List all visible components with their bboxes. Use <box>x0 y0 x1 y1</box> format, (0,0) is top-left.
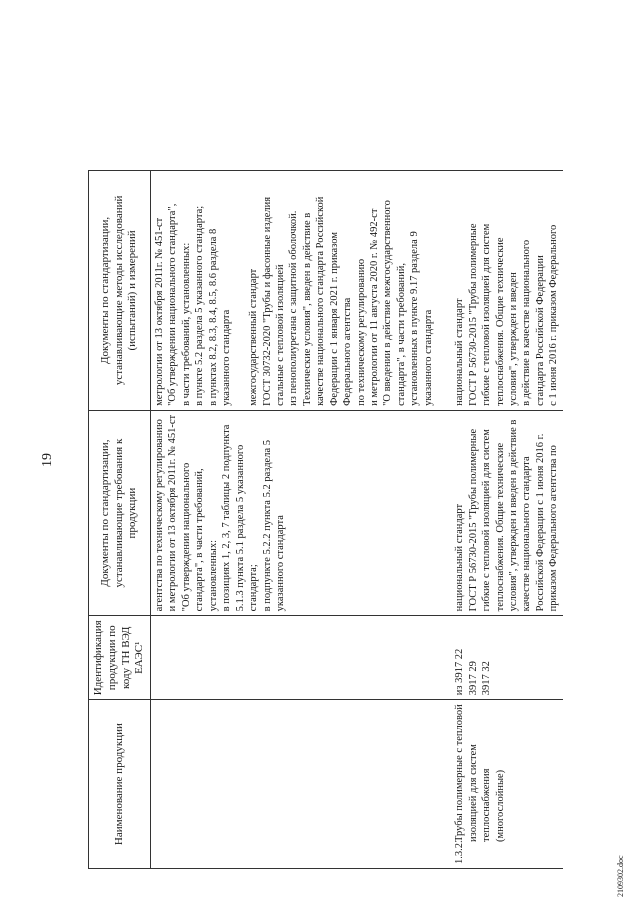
text-line: "О введении в действие межгосударственного <box>382 200 394 406</box>
text-line: стальные с тепловой изоляцией <box>274 264 286 406</box>
cell-methods-docs <box>437 170 563 410</box>
text-line: (многослойные) <box>494 769 506 842</box>
header-methods-docs: Документы по стандартизации, устанавливающие методы исследований (испытаний) и измерений <box>89 170 151 410</box>
text-line: Федерального агентства <box>342 297 354 406</box>
table-row-continued <box>151 170 438 868</box>
text-line: в позициях 1, 2, 3, 7 таблицы 2 подпункта <box>221 424 233 612</box>
cell-name-empty <box>151 700 438 869</box>
text-line: Технические условия", введен в действие в <box>301 212 313 406</box>
text-line <box>234 175 247 406</box>
cell-requirements-continued <box>151 410 438 615</box>
text-line: условия", утвержден и введен <box>507 272 519 406</box>
text-line: метрологии от 13 октября 2011г. № 451-ст <box>154 217 165 406</box>
text-line: в подпункте 5.2.2 пункта 5.2 раздела 5 <box>261 440 273 612</box>
text-line: приказом Федерального агентства по <box>548 445 560 612</box>
text-line: указанного стандарта <box>221 309 233 406</box>
text-line: в части требований, установленных: <box>180 242 192 406</box>
page-number: 19 <box>40 453 55 467</box>
text-line: 5.1.3 пункта 5.1 раздела 5 указанного <box>234 444 246 612</box>
text-line: гибкие с тепловой изоляцией для систем <box>481 223 493 406</box>
table-header-row <box>89 170 151 868</box>
text-line: и метрологии от 13 октября 2011г. № 451-ст <box>167 414 179 612</box>
text-line: стандарта Российской Федерации <box>534 255 546 406</box>
text-line: установленных: <box>207 539 219 612</box>
text-line: Трубы полимерные с тепловой <box>454 704 466 842</box>
text-line: "Об утверждении национального стандарта", <box>167 203 179 406</box>
text-line: ГОСТ Р 56730-2015 "Трубы полимерные <box>467 428 479 612</box>
text-line: национальный стандарт <box>454 503 466 612</box>
text-line: качестве национального стандарта Российской <box>315 196 327 406</box>
text-line: качестве национального стандарта <box>521 456 533 612</box>
cell-code-empty <box>151 616 438 700</box>
text-line: "Об утверждении национального <box>180 462 192 612</box>
text-line: агентства по техническому регулированию <box>154 419 165 612</box>
text-line: по техническому регулированию <box>355 258 367 406</box>
cell-requirements-docs <box>437 410 563 615</box>
row-number: 1.3.2. <box>454 840 466 864</box>
text-line: гибкие с тепловой изоляцией для систем <box>481 429 493 612</box>
text-line: стандарта; <box>248 564 260 612</box>
cell-tnved-codes <box>437 616 563 700</box>
text-line: с 1 июня 2016 г. приказом Федерального <box>548 224 560 406</box>
text-line: теплоснабжения. Общие технические <box>494 442 506 612</box>
text-line: в пункте 5.2 раздела 5 указанного стандарта; <box>194 205 206 406</box>
header-tnved-code: Идентификация продукции по коду ТН ВЭД ЕАЭС¹ <box>89 616 151 700</box>
text-line: Российской Федерации с 1 июня 2016 г. <box>534 433 546 612</box>
text-line: указанного стандарта <box>274 515 286 612</box>
tnved-code: из 3917 22 <box>454 648 466 696</box>
text-line: указанного стандарта <box>422 309 434 406</box>
text-line: стандарта", в части требований, <box>194 468 206 612</box>
text-line: условия", утвержден и введен в действие в <box>507 419 519 612</box>
tnved-code: 3917 29 <box>467 661 479 696</box>
text-line: установленных в пункте 9.17 раздела 9 <box>409 231 421 406</box>
file-name-footer: 2109302.doc <box>616 855 625 897</box>
text-line: теплоснабжения <box>481 768 493 842</box>
text-line: ГОСТ Р 56730-2015 "Трубы полимерные <box>467 223 479 406</box>
text-line: изоляцией для систем <box>467 744 479 842</box>
text-line: в пунктах 8.2, 8.3, 8.4, 8.5, 8.6 раздела 8 <box>207 228 219 406</box>
standards-table <box>88 170 563 869</box>
cell-product-name <box>437 700 563 869</box>
tnved-code: 3917 32 <box>481 661 493 696</box>
table-row-1-3-2 <box>437 170 563 868</box>
header-requirements-docs: Документы по стандартизации, устанавливающие требования к продукции <box>89 410 151 615</box>
text-line: Федерации с 1 января 2021 г. приказом <box>328 232 340 406</box>
text-line: и метрологии от 11 августа 2020 г. № 492-ст <box>369 208 380 406</box>
text-line: межгосударственный стандарт <box>248 268 260 406</box>
text-line: теплоснабжения. Общие технические <box>494 237 506 406</box>
text-line: национальный стандарт <box>454 298 466 406</box>
text-line: стандарта", в части требований, <box>395 263 407 406</box>
cell-methods-continued <box>151 170 438 410</box>
text-line: в действие в качестве национального <box>521 239 533 406</box>
text-line: ГОСТ 30732-2020 "Трубы и фасонные изделия <box>261 196 273 406</box>
header-product-name: Наименование продукции <box>89 700 151 869</box>
text-line: из пенополиуретана с защитной оболочкой. <box>288 210 300 406</box>
